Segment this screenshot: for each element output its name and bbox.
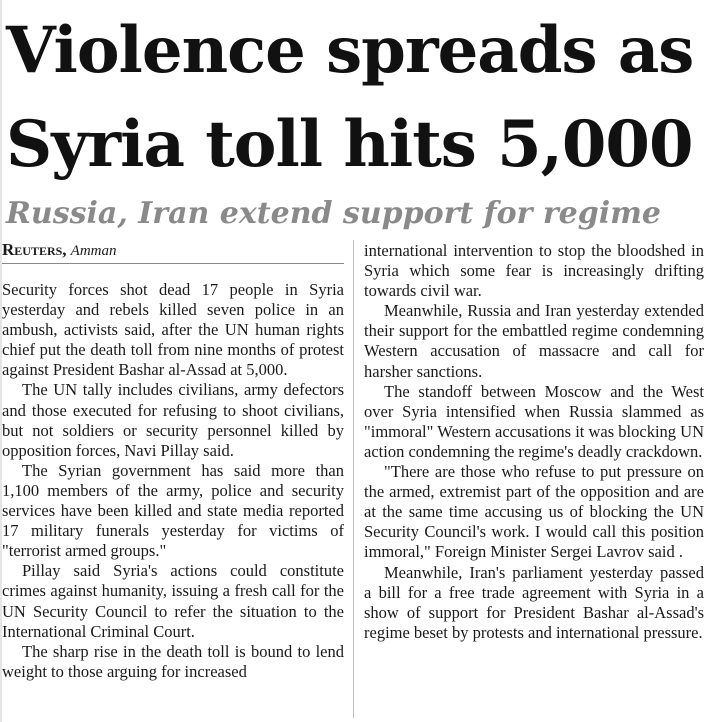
article-column-left bbox=[2, 240, 344, 682]
byline-place: Amman bbox=[70, 243, 117, 259]
paragraph: The UN tally includes civilians, army defectors and those executed for refusing to shoot civilians, but not soldiers or security personnel killed by opposition forces, Navi Pillay said. bbox=[2, 380, 344, 460]
paragraph: Meanwhile, Russia and Iran yesterday extended their support for the embattled regime condemning Western accusation of massacre and call for harsher sanctions. bbox=[364, 301, 704, 381]
article-column-right bbox=[364, 241, 704, 643]
byline bbox=[2, 240, 344, 264]
column-divider bbox=[353, 240, 354, 718]
paragraph: Meanwhile, Iran's parliament yesterday passed a bill for a free trade agreement with Syria in a show of support for President Bashar al-Assad's regime beset by protests and international pressure. bbox=[364, 562, 704, 642]
subheadline: Russia, Iran extend support for regime bbox=[6, 196, 661, 231]
paragraph: international intervention to stop the bloodshed in Syria which some fear is increasingly drifting towards civil war. bbox=[364, 241, 704, 301]
paragraph: The standoff between Moscow and the West over Syria intensified when Russia slammed as "immoral" Western accusations it was blocking UN action condemning the regime's deadly crackdown. bbox=[364, 381, 704, 461]
paragraph: Pillay said Syria's actions could constitute crimes against humanity, issuing a fresh call for the UN Security Council to refer the situation to the International Criminal Court. bbox=[2, 561, 344, 641]
paragraph: "There are those who refuse to put pressure on the armed, extremist part of the opposition and are at the same time accusing us of blocking the UN Security Council's work. I would call this position immoral," Foreign Minister Sergei Lavrov said . bbox=[364, 462, 704, 562]
headline-line-2: Syria toll hits 5,000 bbox=[6, 107, 693, 182]
paragraph: Security forces shot dead 17 people in Syria yesterday and rebels killed seven police in an ambush, activists said, after the UN human rights chief put the death toll from nine months of protest against President Bashar al-Assad at 5,000. bbox=[2, 280, 344, 380]
byline-agency: Reuters, bbox=[2, 240, 67, 259]
headline-line-1: Violence spreads as bbox=[6, 13, 694, 88]
paragraph: The Syrian government has said more than 1,100 members of the army, police and security services have been killed and state media reported 17 military funerals yesterday for victims of "terrorist armed groups." bbox=[2, 460, 344, 561]
paragraph: The sharp rise in the death toll is bound to lend weight to those arguing for increased bbox=[2, 641, 344, 681]
headline bbox=[6, 4, 706, 192]
